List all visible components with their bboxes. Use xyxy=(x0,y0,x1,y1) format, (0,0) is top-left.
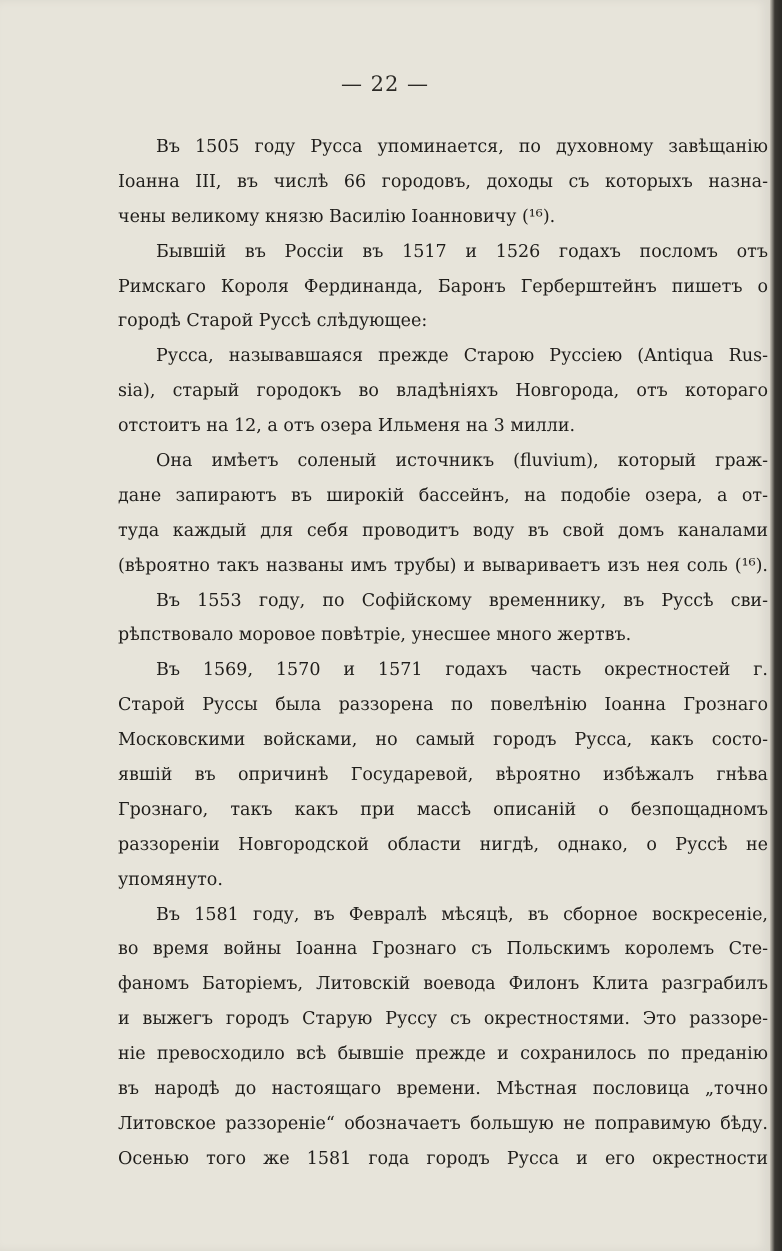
text-line: Московскими войсками, но самый городъ Русса, какъ состо- xyxy=(118,730,768,751)
text-line: Въ 1581 году, въ Февралѣ мѣсяцѣ, въ сборное воскресеніе, xyxy=(156,904,768,925)
text-line: Римскаго Короля Фердинанда, Баронъ Герберштейнъ пишетъ о xyxy=(118,276,768,297)
text-line: упомянуто. xyxy=(118,869,223,890)
text-line: во время войны Іоанна Грознаго съ Польскимъ королемъ Сте- xyxy=(118,939,768,960)
text-line: Осенью того же 1581 года городъ Русса и его окрестности xyxy=(118,1148,768,1169)
text-line: Литовское раззореніе“ обозначаетъ большую не поправимую бѣду. xyxy=(118,1113,768,1134)
text-line: фаномъ Баторіемъ, Литовскій воевода Филонъ Клита разграбилъ xyxy=(118,974,768,995)
text-line: чены великому князю Василію Іоанновичу (¹⁶). xyxy=(118,206,556,227)
text-line: и выжегъ городъ Старую Руссу съ окрестностями. Это раззоре- xyxy=(118,1009,768,1030)
text-line: sia), старый городокъ во владѣніяхъ Новгорода, отъ котораго xyxy=(118,381,768,402)
text-line: дане запираютъ въ широкій бассейнъ, на подобіе озера, а от- xyxy=(118,485,768,506)
page-text xyxy=(118,130,768,1177)
paragraph xyxy=(118,235,768,340)
paragraph xyxy=(118,130,768,235)
text-line: Въ 1505 году Русса упоминается, по духовному завѣщанію xyxy=(156,137,768,157)
text-line: Старой Руссы была раззорена по повелѣнію Іоанна Грознаго xyxy=(118,695,768,716)
text-line: Она имѣетъ соленый источникъ (fluvium), который граж- xyxy=(156,451,768,472)
text-line: Бывшій въ Россіи въ 1517 и 1526 годахъ посломъ отъ xyxy=(156,241,768,262)
text-line: (вѣроятно такъ названы имъ трубы) и вывариваетъ изъ нея соль (¹⁶). xyxy=(118,555,768,576)
text-line: Въ 1569, 1570 и 1571 годахъ часть окрестностей г. xyxy=(156,660,768,681)
paragraph xyxy=(118,584,768,654)
text-line: Въ 1553 году, по Софійскому временнику, въ Руссѣ сви- xyxy=(156,590,768,611)
text-line: Грознаго, такъ какъ при массѣ описаній о безпощадномъ xyxy=(118,799,768,820)
text-line: отстоитъ на 12, а отъ озера Ильменя на 3 милли. xyxy=(118,416,576,437)
text-line: рѣпствовало моровое повѣтріе, унесшее много жертвъ. xyxy=(118,625,632,646)
text-line: ніе превосходило всѣ бывшіе прежде и сохранилось по преданію xyxy=(118,1044,768,1065)
paragraph xyxy=(118,339,768,444)
text-line: въ народѣ до настоящаго времени. Мѣстная пословица „точно xyxy=(118,1079,768,1100)
text-line: Русса, называвшаяся прежде Старою Руссіею (Antiqua Rus- xyxy=(156,346,768,367)
text-line: городѣ Старой Руссѣ слѣдующее: xyxy=(118,311,428,332)
paragraph xyxy=(118,444,768,584)
page-number: — 22 — xyxy=(340,72,430,96)
paragraph xyxy=(118,898,768,1177)
text-line: явшій въ опричинѣ Государевой, вѣроятно избѣжалъ гнѣва xyxy=(118,765,768,786)
page-edge xyxy=(770,0,782,1251)
text-line: Іоанна III, въ числѣ 66 городовъ, доходы съ которыхъ назна- xyxy=(118,171,768,192)
text-line: туда каждый для себя проводитъ воду въ свой домъ каналами xyxy=(118,520,768,541)
paragraph xyxy=(118,653,768,897)
text-line: раззореніи Новгородской области нигдѣ, однако, о Руссѣ не xyxy=(118,834,768,855)
